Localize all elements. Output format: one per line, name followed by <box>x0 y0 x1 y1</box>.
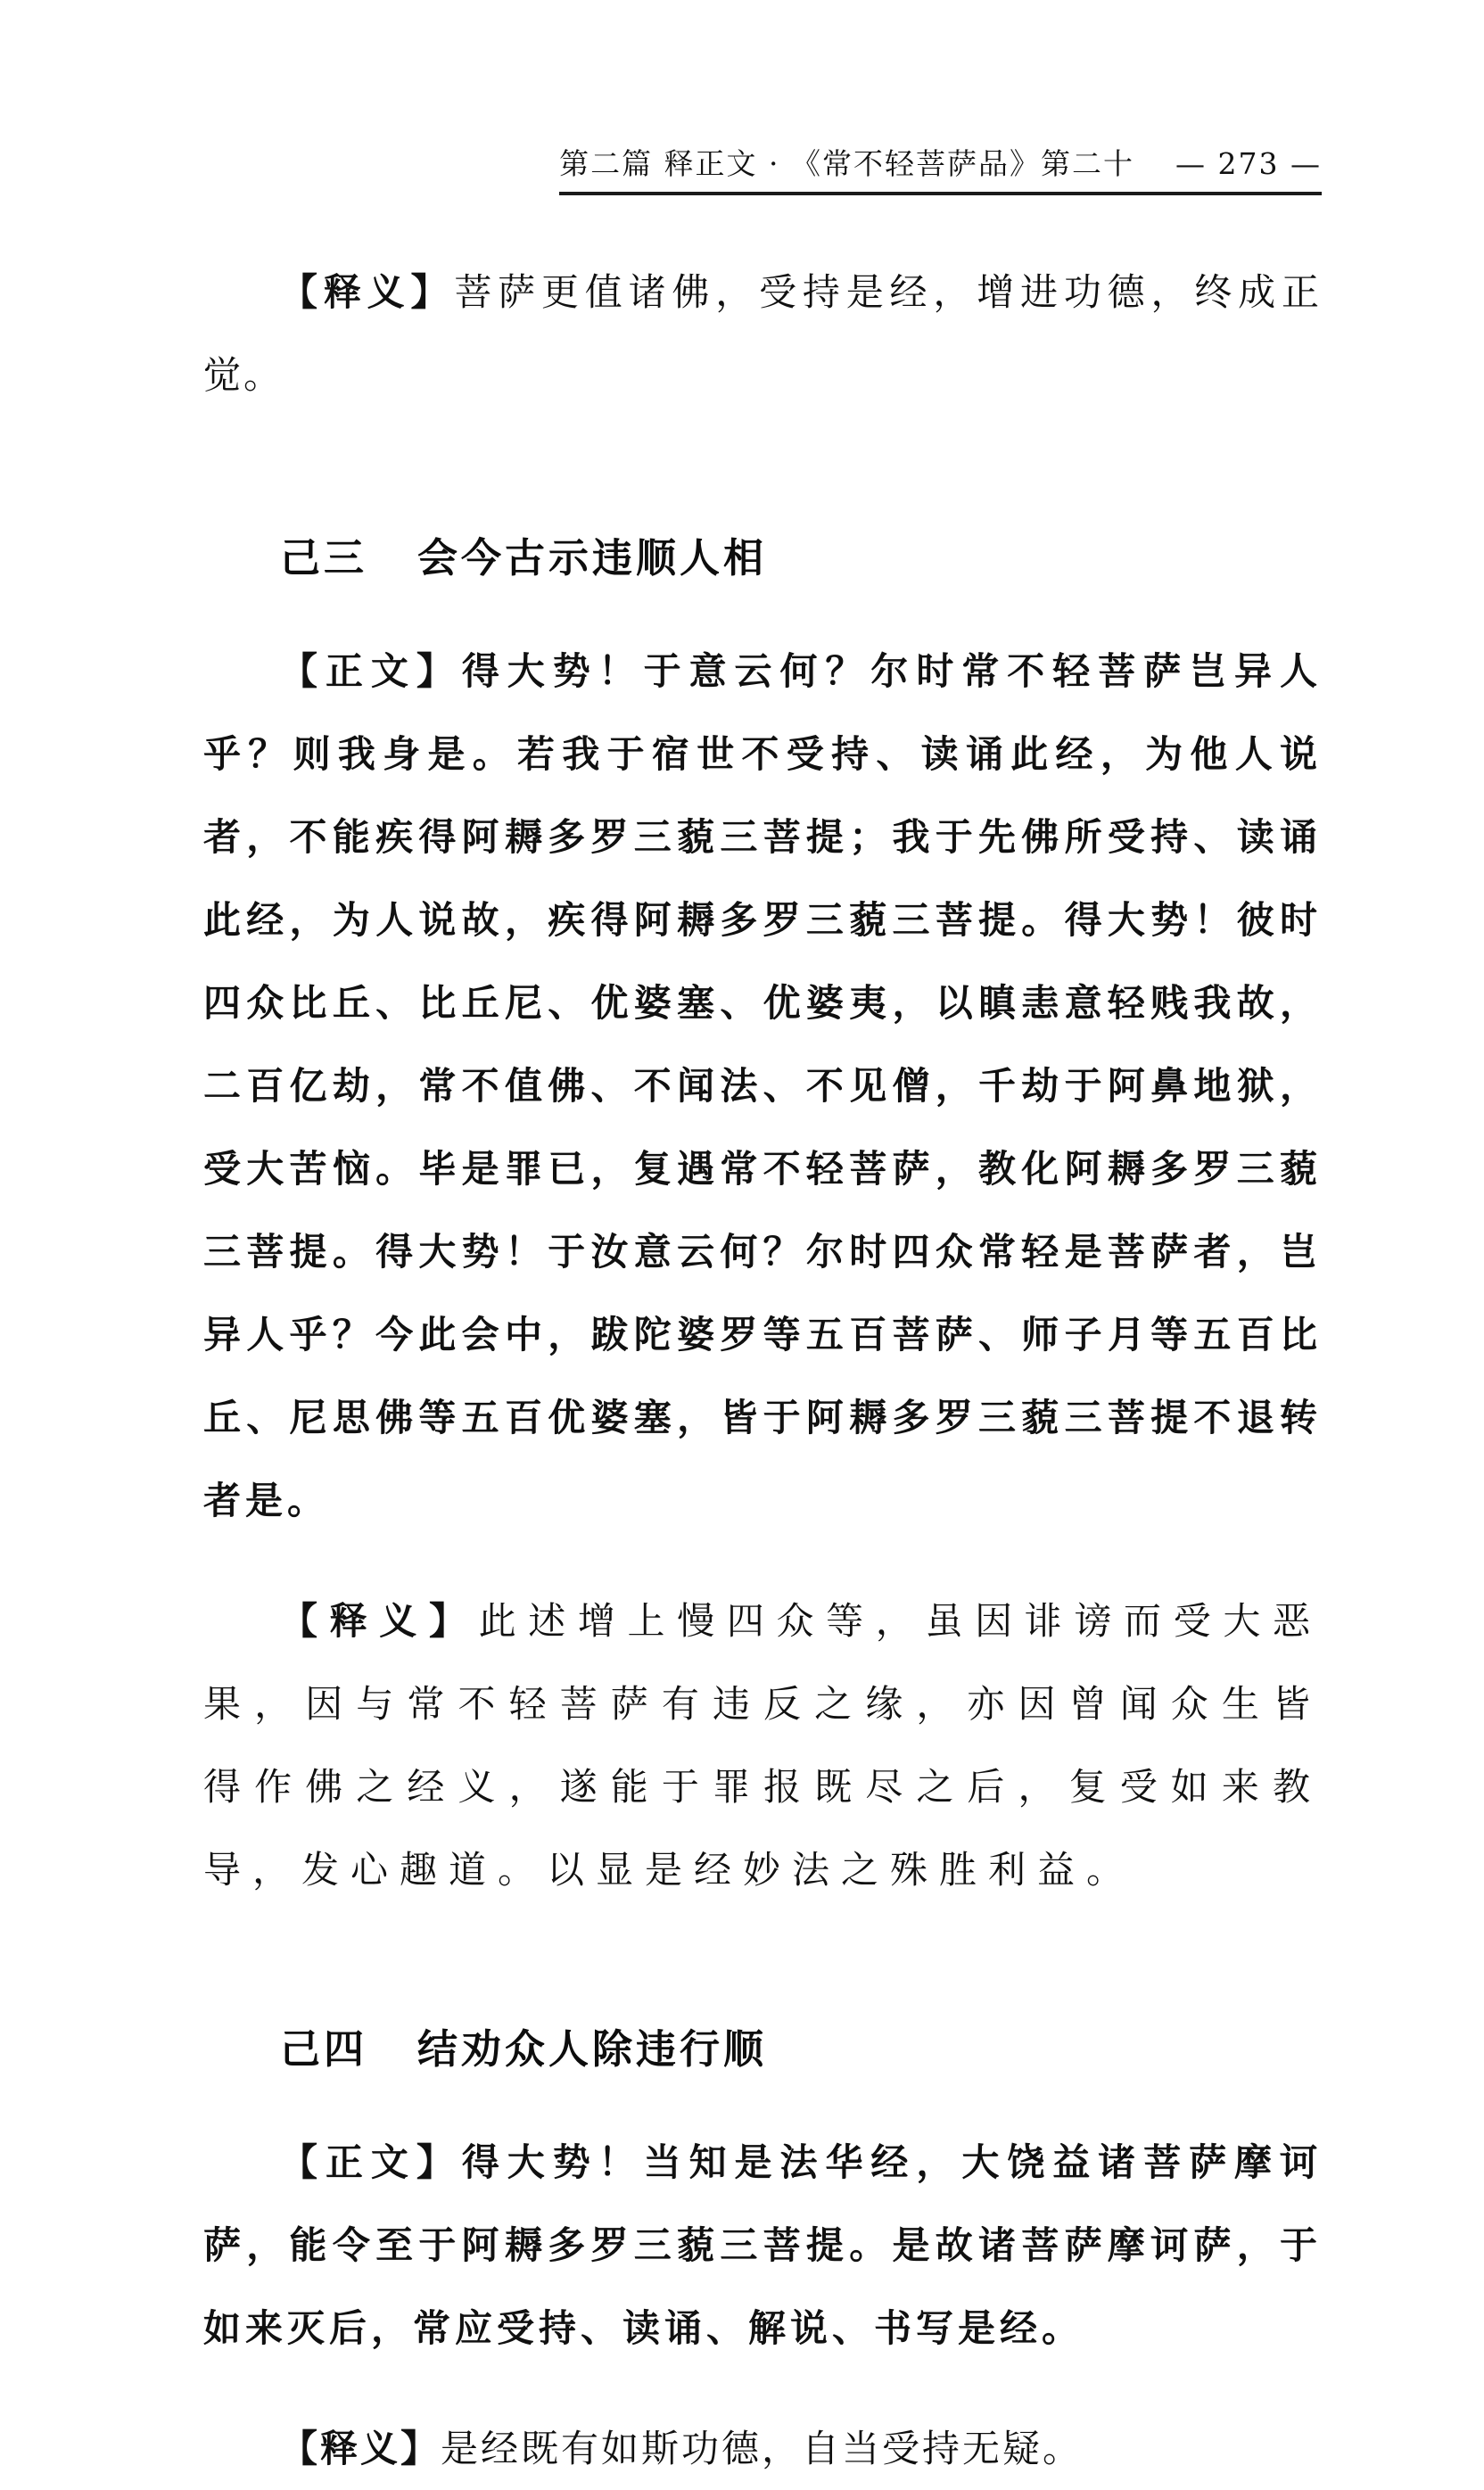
running-header-title: 第二篇 释正文 · 《常不轻菩萨品》第二十 <box>559 146 1135 181</box>
zhengwen-paragraph-1 <box>203 630 1322 1542</box>
page-content <box>203 0 1322 2490</box>
shiyi-label: 【释义】 <box>280 1599 479 1643</box>
zhengwen-text: 得大势！当知是法华经，大饶益诸菩萨摩诃萨，能令至于阿耨多罗三藐三菩提。是故诸菩萨摩诃萨，于如来灭后，常应受持、读诵、解说、书写是经。 <box>203 2140 1322 2350</box>
section-title: 结劝众人除违行顺 <box>417 2025 768 2073</box>
page-number: — 273 — <box>1175 146 1322 181</box>
zhengwen-label: 【正文】 <box>280 649 462 693</box>
zhengwen-paragraph-2 <box>203 2121 1322 2370</box>
shiyi-label: 【释义】 <box>280 270 455 314</box>
zhengwen-text: 得大势！于意云何？尔时常不轻菩萨岂异人乎？则我身是。若我于宿世不受持、读诵此经，为他人说者，不能疾得阿耨多罗三藐三菩提；我于先佛所受持、读诵此经，为人说故，疾得阿耨多罗三藐三菩提。得大势！彼时四众比丘、比丘尼、优婆塞、优婆夷，以瞋恚意轻贱我故，二百亿劫，常不值佛、不闻法、不见僧，千劫于阿鼻地狱，受大苦恼。毕是罪已，复遇常不轻菩萨，教化阿耨多罗三藐三菩提。得大势！于汝意云何？尔时四众常轻是菩萨者，岂异人乎？今此会中，跋陀婆罗等五百菩萨、师子月等五百比丘、尼思佛等五百优婆塞，皆于阿耨多罗三藐三菩提不退转者是。 <box>203 649 1322 1522</box>
section-number: 己四 <box>280 2025 368 2073</box>
shiyi-paragraph-3 <box>203 2407 1322 2490</box>
shiyi-text: 此述增上慢四众等，虽因诽谤而受大恶果，因与常不轻菩萨有违反之缘，亦因曾闻众生皆得作佛之经义，遂能于罪报既尽之后，复受如来教导，发心趣道。以显是经妙法之殊胜利益。 <box>203 1599 1322 1892</box>
shiyi-paragraph-2 <box>203 1579 1322 1911</box>
shiyi-paragraph-1 <box>203 251 1322 416</box>
shiyi-label: 【释义】 <box>280 2427 441 2470</box>
shiyi-text: 菩萨更值诸佛，受持是经，增进功德，终成正觉。 <box>203 270 1322 397</box>
section-heading-ji3 <box>203 525 1322 583</box>
section-heading-ji4 <box>203 2016 1322 2074</box>
section-title: 会今古示违顺人相 <box>417 534 768 581</box>
zhengwen-label: 【正文】 <box>280 2140 462 2184</box>
shiyi-text: 是经既有如斯功德，自当受持无疑。 <box>441 2427 1084 2470</box>
section-number: 己三 <box>280 534 368 581</box>
running-header <box>559 141 1322 195</box>
